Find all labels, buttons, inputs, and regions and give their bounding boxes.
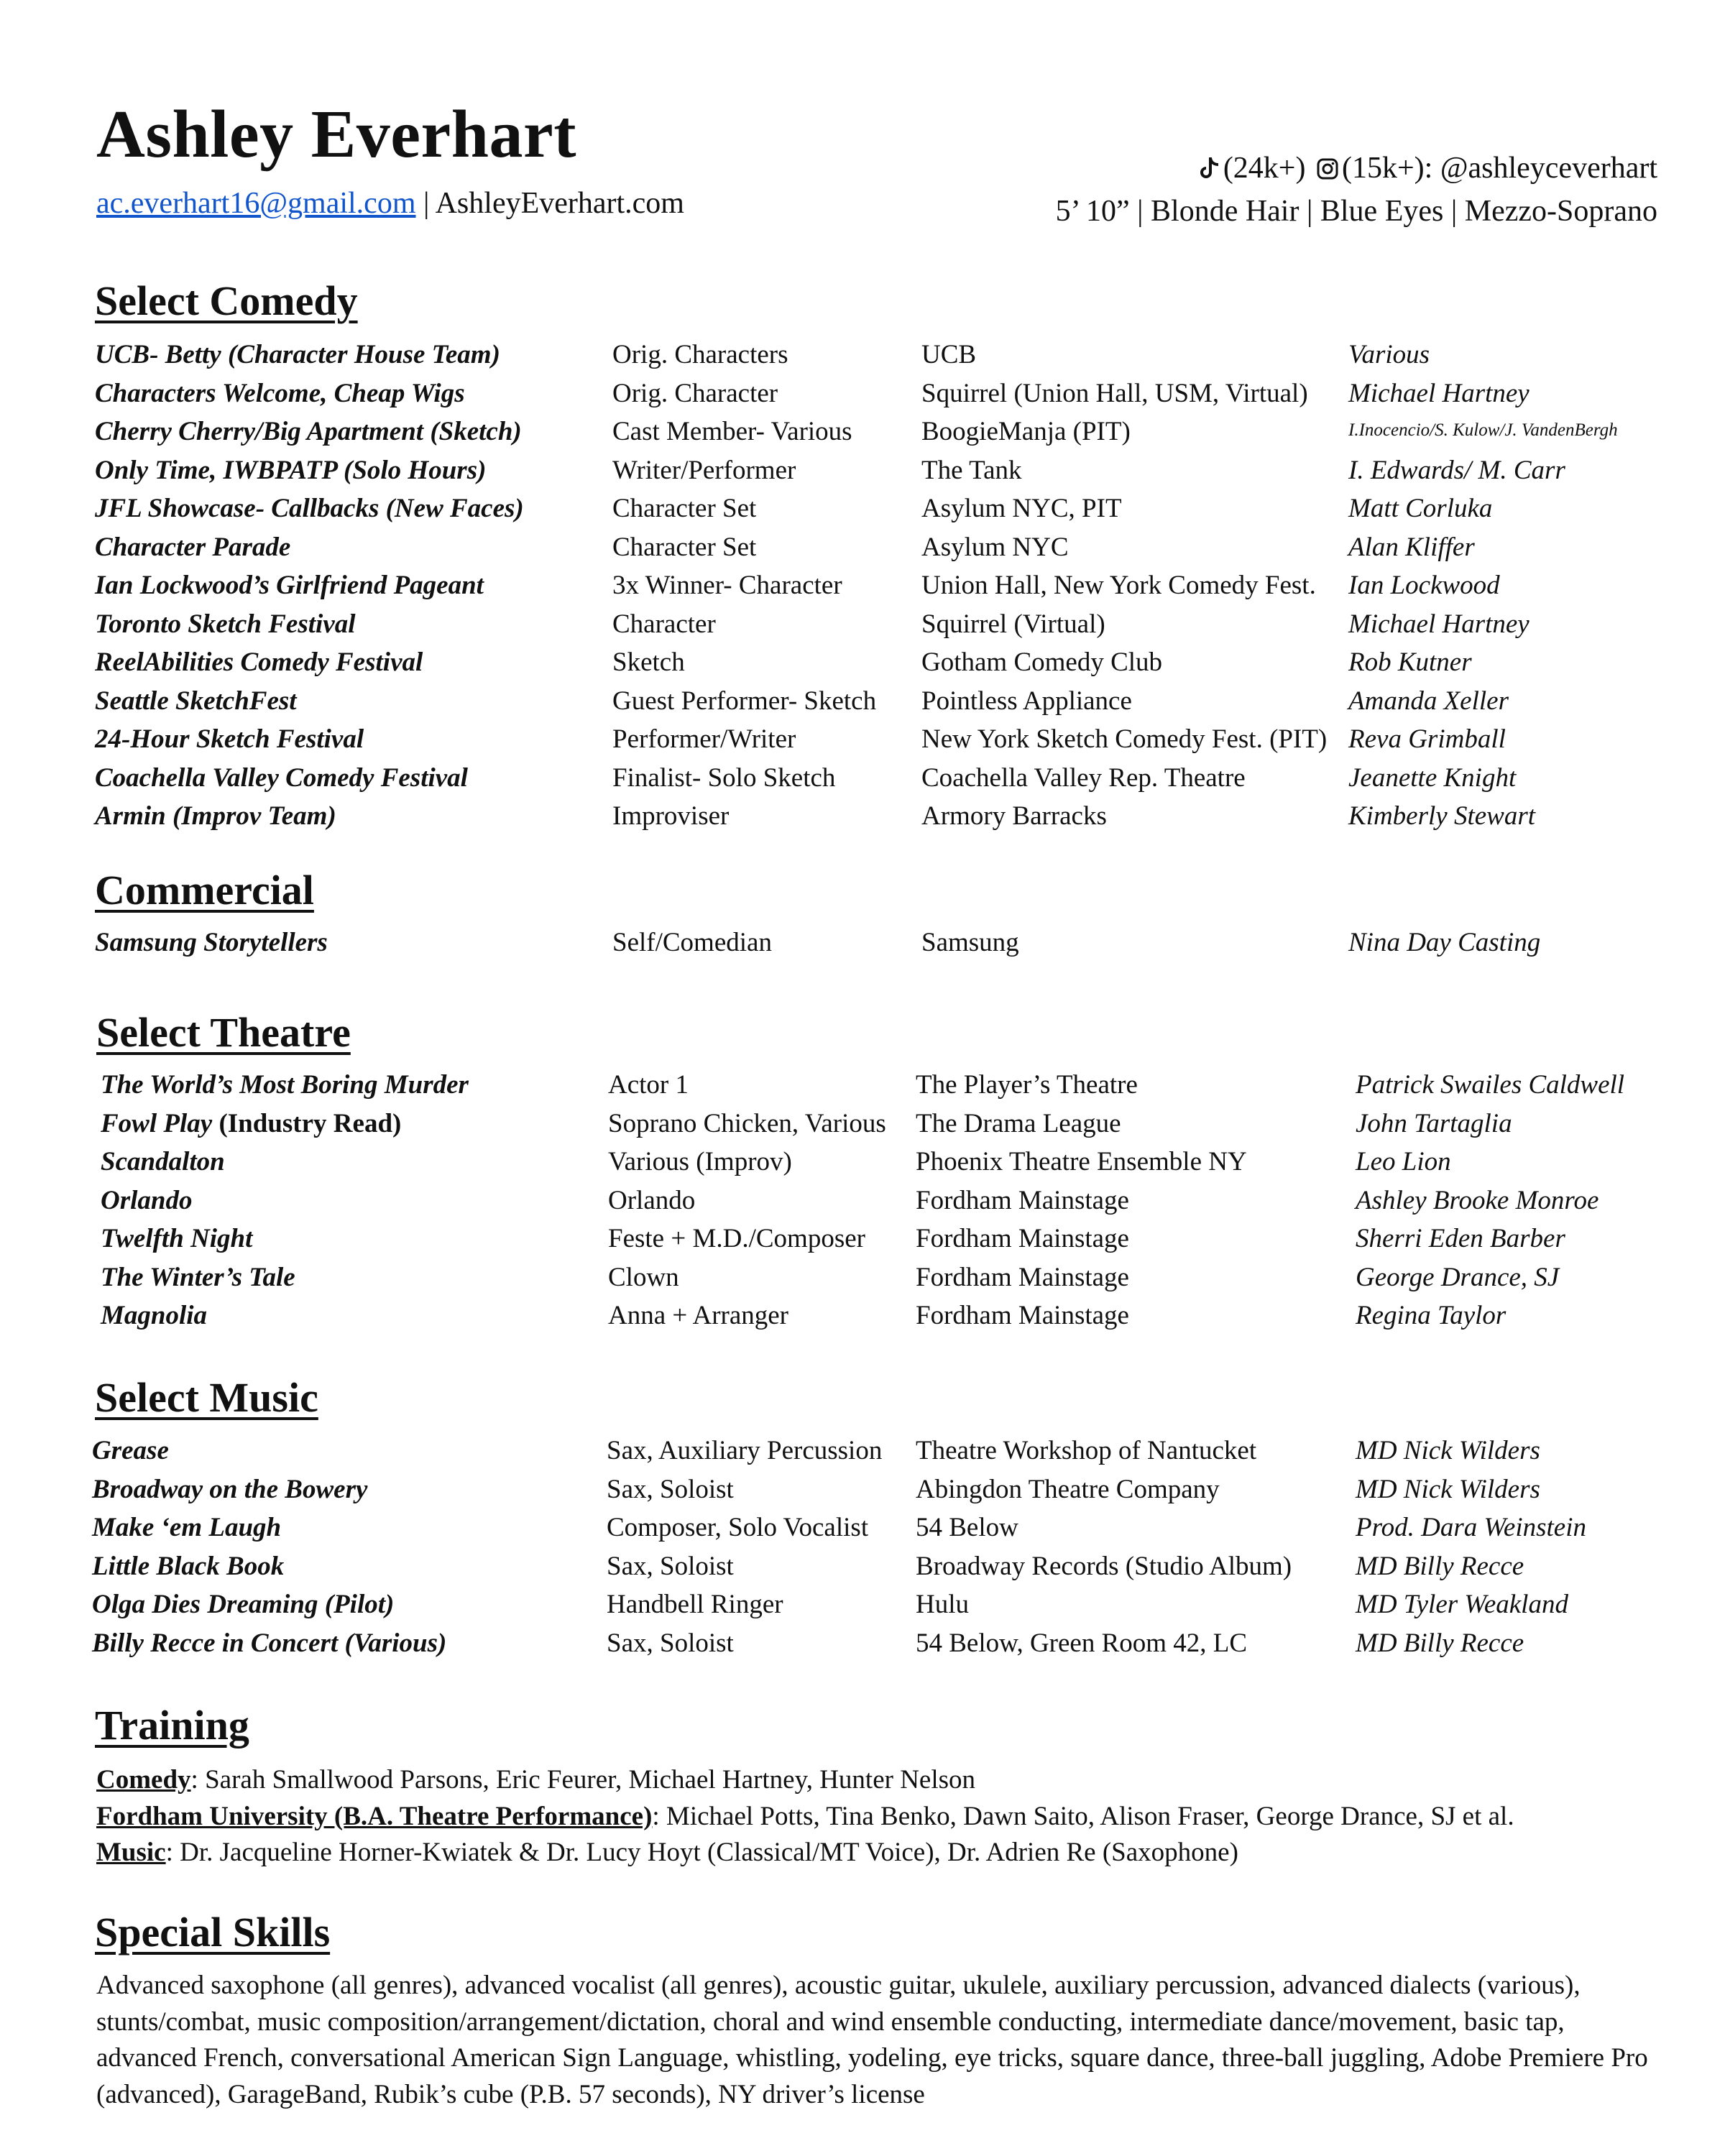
credit-role: Guest Performer- Sketch	[612, 686, 877, 716]
credit-title: Make ‘em Laugh	[92, 1513, 282, 1542]
credit-title-note: (Industry Read)	[212, 1108, 402, 1138]
credit-role: Cast Member- Various	[612, 417, 852, 446]
credit-venue: UCB	[921, 340, 977, 369]
credit-director: Regina Taylor	[1356, 1301, 1506, 1330]
table-row	[0, 1108, 1725, 1147]
table-row	[0, 724, 1725, 763]
credit-title: Magnolia	[101, 1301, 208, 1330]
training-fordham	[96, 1799, 1649, 1835]
comedy-table	[0, 339, 1725, 839]
credit-director: Michael Hartney	[1348, 378, 1530, 408]
credit-director: Matt Corluka	[1348, 494, 1493, 523]
credit-title: Grease	[92, 1436, 169, 1465]
table-row	[0, 763, 1725, 801]
table-row	[0, 570, 1725, 609]
credit-role: Character Set	[612, 494, 757, 523]
credit-director: Amanda Xeller	[1348, 686, 1509, 716]
credit-role: Writer/Performer	[612, 455, 796, 485]
credit-director: Patrick Swailes Caldwell	[1356, 1070, 1625, 1100]
credit-director: Rob Kutner	[1348, 648, 1472, 677]
credit-venue: Gotham Comedy Club	[921, 648, 1163, 677]
theatre-section-title: Select Theatre	[96, 1009, 351, 1056]
credit-title: Orlando	[101, 1185, 193, 1215]
training-comedy	[96, 1762, 1649, 1799]
credit-role: Clown	[608, 1262, 679, 1292]
credit-director: Nina Day Casting	[1348, 928, 1541, 957]
credit-title-text: Fowl Play	[101, 1108, 213, 1138]
table-row	[0, 532, 1725, 571]
training-fordham-label: Fordham University (B.A. Theatre Performance)	[96, 1801, 653, 1831]
credit-title: Toronto Sketch Festival	[95, 609, 356, 639]
table-row	[0, 416, 1725, 455]
credit-role: Performer/Writer	[612, 724, 796, 754]
credit-role: Actor 1	[608, 1070, 689, 1100]
credit-venue: Asylum NYC, PIT	[921, 494, 1122, 523]
contact-separator: |	[415, 187, 436, 220]
table-row	[0, 609, 1725, 648]
credit-title: Character Parade	[95, 532, 291, 562]
credit-title: Scandalton	[101, 1147, 225, 1176]
credit-venue: Abingdon Theatre Company	[916, 1474, 1220, 1504]
table-row	[0, 1589, 1725, 1628]
training-section-title: Training	[95, 1702, 249, 1749]
credit-venue: Coachella Valley Rep. Theatre	[921, 763, 1246, 793]
credit-title: Broadway on the Bowery	[92, 1474, 368, 1504]
table-row	[0, 647, 1725, 686]
credit-title: ReelAbilities Comedy Festival	[95, 648, 423, 677]
credit-venue: Squirrel (Union Hall, USM, Virtual)	[921, 378, 1308, 408]
credit-title: Cherry Cherry/Big Apartment (Sketch)	[95, 417, 522, 446]
credit-role: Orlando	[608, 1185, 696, 1215]
credit-venue: Broadway Records (Studio Album)	[916, 1551, 1292, 1581]
credit-role: Soprano Chicken, Various	[608, 1108, 886, 1138]
credit-role: Various (Improv)	[608, 1147, 792, 1176]
credit-venue: 54 Below, Green Room 42, LC	[916, 1628, 1248, 1658]
credit-role: 3x Winner- Character	[612, 571, 842, 600]
credit-venue: Samsung	[921, 928, 1019, 957]
credit-role: Improviser	[612, 801, 730, 831]
credit-venue: BoogieManja (PIT)	[921, 417, 1131, 446]
table-row	[0, 1262, 1725, 1301]
credit-role: Finalist- Solo Sketch	[612, 763, 836, 793]
credit-title: 24-Hour Sketch Festival	[95, 724, 364, 754]
credit-director: Reva Grimball	[1348, 724, 1506, 754]
credit-director: I.Inocencio/S. Kulow/J. VandenBergh	[1348, 420, 1618, 440]
table-row	[0, 927, 1725, 966]
table-row	[0, 1628, 1725, 1667]
theatre-table	[0, 1069, 1725, 1339]
table-row	[0, 1300, 1725, 1339]
credit-title: Twelfth Night	[101, 1224, 253, 1253]
credit-role: Self/Comedian	[612, 928, 772, 957]
training-block	[96, 1762, 1649, 1871]
table-row	[0, 686, 1725, 724]
credit-director: MD Nick Wilders	[1356, 1436, 1540, 1465]
instagram-count: (15k+): @ashleyceverhart	[1341, 152, 1657, 185]
table-row	[0, 1551, 1725, 1590]
instagram-icon	[1316, 151, 1339, 191]
table-row	[0, 455, 1725, 494]
credit-director: John Tartaglia	[1356, 1108, 1512, 1138]
credit-director: I. Edwards/ M. Carr	[1348, 455, 1565, 485]
social-stats-block	[1056, 148, 1657, 231]
social-line	[1056, 148, 1657, 191]
credit-director: Michael Hartney	[1348, 609, 1530, 639]
credit-director: MD Tyler Weakland	[1356, 1590, 1568, 1619]
credit-title: The Winter’s Tale	[101, 1262, 295, 1292]
music-section-title: Select Music	[95, 1374, 318, 1421]
training-comedy-text: : Sarah Smallwood Parsons, Eric Feurer, Michael Hartney, Hunter Nelson	[190, 1765, 976, 1795]
credit-director: Sherri Eden Barber	[1356, 1224, 1565, 1253]
credit-title: Little Black Book	[92, 1551, 285, 1581]
credit-venue: The Drama League	[916, 1108, 1121, 1138]
credit-title: UCB- Betty (Character House Team)	[95, 340, 500, 369]
credit-venue: The Player’s Theatre	[916, 1070, 1138, 1100]
credit-director: MD Billy Recce	[1356, 1551, 1524, 1581]
credit-venue: Phoenix Theatre Ensemble NY	[916, 1147, 1247, 1176]
credit-title: Samsung Storytellers	[95, 928, 328, 957]
credit-role: Character Set	[612, 532, 757, 562]
table-row	[0, 1223, 1725, 1262]
table-row	[0, 1185, 1725, 1224]
credit-venue: Theatre Workshop of Nantucket	[916, 1436, 1257, 1465]
credit-venue: Fordham Mainstage	[916, 1301, 1129, 1330]
resume-name: Ashley Everhart	[96, 97, 577, 172]
table-row	[0, 801, 1725, 839]
credit-title	[101, 1108, 401, 1139]
credit-title: Coachella Valley Comedy Festival	[95, 763, 468, 793]
training-fordham-text: : Michael Potts, Tina Benko, Dawn Saito, Alison Fraser, George Drance, SJ et al.	[652, 1801, 1514, 1831]
credit-title: JFL Showcase- Callbacks (New Faces)	[95, 494, 524, 523]
credit-director: MD Nick Wilders	[1356, 1474, 1540, 1504]
table-row	[0, 1146, 1725, 1185]
credit-venue: 54 Below	[916, 1513, 1018, 1542]
credit-director: Ian Lockwood	[1348, 571, 1500, 600]
credit-director: Kimberly Stewart	[1348, 801, 1536, 831]
credit-title: Armin (Improv Team)	[95, 801, 336, 831]
credit-role: Anna + Arranger	[608, 1301, 788, 1330]
table-row	[0, 1512, 1725, 1551]
table-row	[0, 493, 1725, 532]
credit-venue: Pointless Appliance	[921, 686, 1132, 716]
skills-text: Advanced saxophone (all genres), advanced vocalist (all genres), acoustic guitar, ukulele, auxiliary percussion, advanced dialects (various), stunts/combat, music composition/arrangement/dictation, choral and wind ensemble conducting, intermediate dance/movement, basic tap, advanced French, conversational American Sign Language, whistling, yodeling, eye tricks, square dance, three-ball juggling, Adobe Premiere Pro (advanced), GarageBand, Rubik’s cube (P.B. 57 seconds), NY driver’s license	[96, 1971, 1648, 2109]
credit-venue: New York Sketch Comedy Fest. (PIT)	[921, 724, 1328, 754]
credit-title: Billy Recce in Concert (Various)	[92, 1628, 447, 1658]
credit-title: Olga Dies Dreaming (Pilot)	[92, 1590, 395, 1619]
credit-director: Alan Kliffer	[1348, 532, 1475, 562]
credit-venue: Hulu	[916, 1590, 969, 1619]
physical-stats: 5’ 10” | Blonde Hair | Blue Eyes | Mezzo-Soprano	[1055, 195, 1657, 228]
credit-title: Ian Lockwood’s Girlfriend Pageant	[95, 571, 484, 600]
credit-venue: The Tank	[921, 455, 1022, 485]
credit-director: Leo Lion	[1356, 1147, 1451, 1176]
skills-section-title: Special Skills	[95, 1909, 331, 1955]
credit-venue: Fordham Mainstage	[916, 1185, 1129, 1215]
credit-director: Prod. Dara Weinstein	[1356, 1513, 1587, 1542]
credit-role: Sax, Soloist	[607, 1474, 734, 1504]
tiktok-icon	[1199, 151, 1220, 191]
table-row	[0, 378, 1725, 417]
training-music-label: Music	[96, 1838, 166, 1867]
table-row	[0, 1435, 1725, 1474]
credit-director: Ashley Brooke Monroe	[1356, 1185, 1599, 1215]
credit-role: Feste + M.D./Composer	[608, 1224, 865, 1253]
credit-director: Jeanette Knight	[1348, 763, 1517, 793]
credit-venue: Squirrel (Virtual)	[921, 609, 1105, 639]
credit-role: Sax, Auxiliary Percussion	[607, 1436, 883, 1465]
training-music-text: : Dr. Jacqueline Horner-Kwiatek & Dr. Lucy Hoyt (Classical/MT Voice), Dr. Adrien Re (Saxophone)	[165, 1838, 1238, 1867]
credit-role: Handbell Ringer	[607, 1590, 783, 1619]
credit-venue: Armory Barracks	[921, 801, 1107, 831]
credit-role: Sax, Soloist	[607, 1628, 734, 1658]
comedy-section-title: Select Comedy	[95, 277, 358, 324]
commercial-section-title: Commercial	[95, 867, 314, 913]
credit-role: Orig. Character	[612, 378, 778, 408]
credit-director: Various	[1348, 340, 1430, 369]
credit-role: Character	[612, 609, 716, 639]
credit-title: Seattle SketchFest	[95, 686, 297, 716]
training-music	[96, 1835, 1649, 1871]
credit-title: Only Time, IWBPATP (Solo Hours)	[95, 455, 487, 485]
credit-director: MD Billy Recce	[1356, 1628, 1524, 1658]
email-link[interactable]: ac.everhart16@gmail.com	[96, 187, 416, 220]
commercial-table	[0, 927, 1725, 966]
credit-title: The World’s Most Boring Murder	[101, 1070, 469, 1100]
credit-role: Sax, Soloist	[607, 1551, 734, 1581]
training-comedy-label: Comedy	[96, 1765, 191, 1795]
credit-venue: Fordham Mainstage	[916, 1224, 1129, 1253]
table-row	[0, 339, 1725, 378]
credit-role: Orig. Characters	[612, 340, 788, 369]
credit-venue: Union Hall, New York Comedy Fest.	[921, 571, 1316, 600]
credit-role: Sketch	[612, 648, 685, 677]
credit-title: Characters Welcome, Cheap Wigs	[95, 378, 465, 408]
contact-line	[96, 185, 684, 221]
table-row	[0, 1474, 1725, 1513]
table-row	[0, 1069, 1725, 1108]
music-table	[0, 1435, 1725, 1666]
credit-role: Composer, Solo Vocalist	[607, 1513, 869, 1542]
credit-venue: Fordham Mainstage	[916, 1262, 1129, 1292]
website-text: AshleyEverhart.com	[435, 187, 684, 220]
credit-director: George Drance, SJ	[1356, 1262, 1560, 1292]
credit-venue: Asylum NYC	[921, 532, 1069, 562]
tiktok-count: (24k+)	[1223, 152, 1306, 185]
